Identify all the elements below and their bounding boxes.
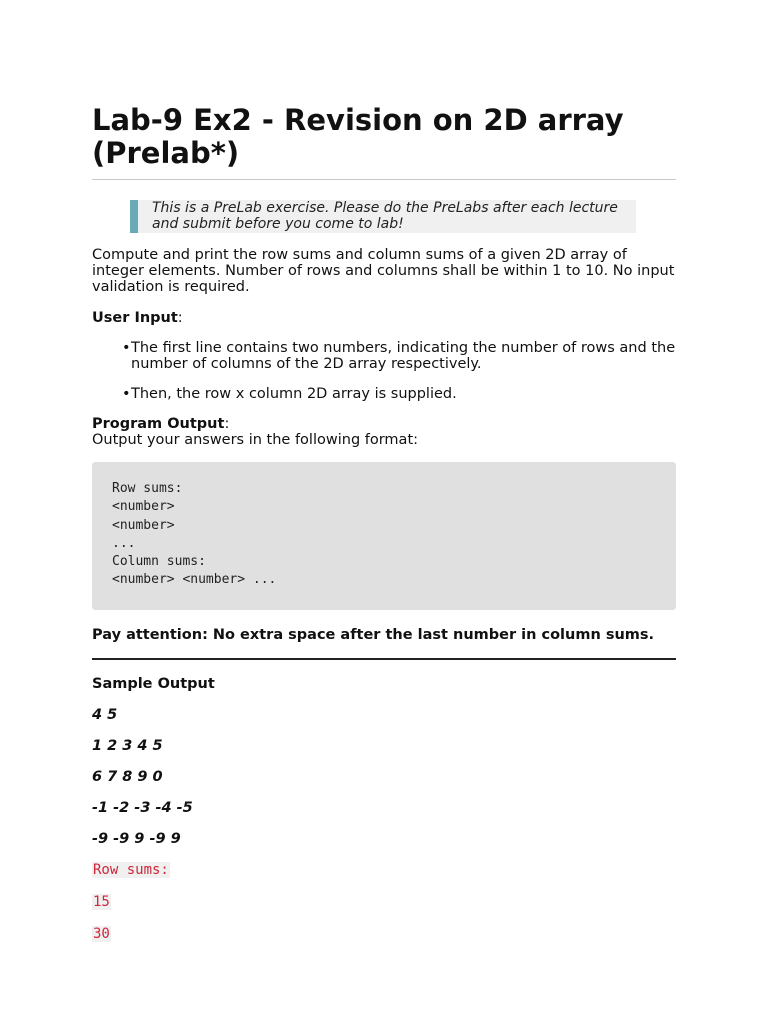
document bbox=[92, 104, 676, 943]
sample-output-code: 30 bbox=[93, 925, 110, 942]
prelab-note: This is a PreLab exercise. Please do the PreLabs after each lecture and submit before you come to lab! bbox=[130, 200, 636, 233]
user-input-colon: : bbox=[177, 310, 183, 326]
sample-input-line: 1 2 3 4 5 bbox=[92, 737, 163, 754]
user-input-heading bbox=[92, 310, 676, 326]
user-input-label: User Input bbox=[92, 310, 178, 326]
user-input-list bbox=[122, 340, 676, 402]
output-format-code-block: Row sums: <number> <number> ... Column sums: <number> <number> ... bbox=[92, 462, 676, 610]
sample-input-line: 4 5 bbox=[92, 706, 118, 723]
program-output-heading bbox=[92, 416, 676, 432]
page-title: Lab-9 Ex2 - Revision on 2D array (Prelab*) bbox=[92, 103, 624, 170]
sample-input-line: 6 7 8 9 0 bbox=[92, 768, 163, 785]
program-output-label: Program Output bbox=[92, 416, 225, 432]
program-output-text: Output your answers in the following format: bbox=[92, 432, 419, 448]
list-item: • The first line contains two numbers, indicating the number of rows and the number of columns of the 2D array respectively. bbox=[122, 340, 676, 372]
sample-output-line bbox=[92, 862, 676, 879]
sample-output-code: Row sums: bbox=[93, 861, 169, 878]
title-divider bbox=[92, 179, 676, 180]
sample-input-line: -9 -9 9 -9 9 bbox=[92, 830, 181, 847]
program-output-colon: : bbox=[224, 416, 230, 432]
attention-note: Pay attention: No extra space after the last number in column sums. bbox=[92, 626, 655, 643]
sample-output-code: 15 bbox=[93, 893, 110, 910]
sample-output-title: Sample Output bbox=[92, 675, 215, 692]
sample-input-line: -1 -2 -3 -4 -5 bbox=[92, 799, 193, 816]
description-paragraph: Compute and print the row sums and column sums of a given 2D array of integer elements. Number of rows and columns shall be within 1 to 10. No input validation is required. bbox=[92, 247, 675, 295]
list-item: • Then, the row x column 2D array is supplied. bbox=[122, 386, 676, 402]
sample-output-line bbox=[92, 926, 676, 943]
section-divider bbox=[92, 658, 676, 660]
sample-output-line bbox=[92, 894, 676, 911]
